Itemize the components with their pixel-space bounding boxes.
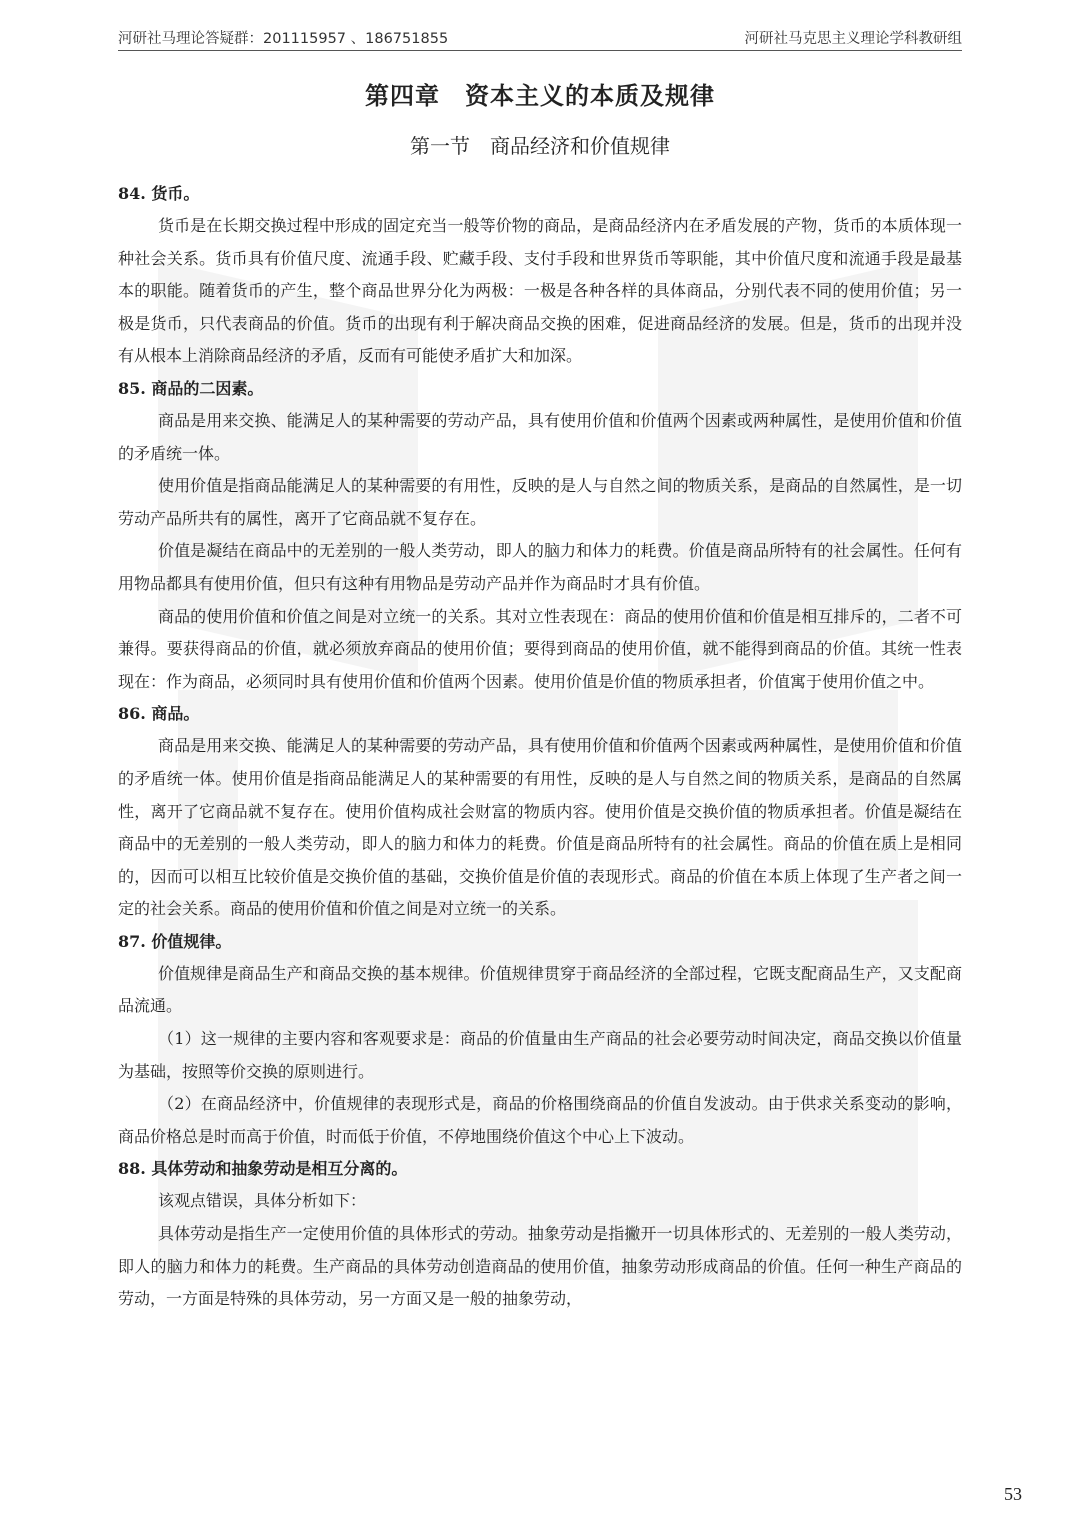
page-header [118,20,962,51]
item-title: 86. 商品。 [118,704,200,724]
item-85 [118,373,962,698]
header-right-text: 河研社马克思主义理论学科教研组 [744,31,962,47]
item-title: 87. 价值规律。 [118,931,232,951]
item-88 [118,1153,962,1315]
paragraph: 商品是用来交换、能满足人的某种需要的劳动产品，具有使用价值和价值两个因素或两种属性，是使用价值和价值的矛盾统一体。使用价值是指商品能满足人的某种需要的有用性，反映的是人与自然之间的物质关系，是商品的自然属性，离开了它商品就不复存在。使用价值构成社会财富的物质内容。使用价值是交换价值的物质承担者。价值是凝结在商品中的无差别的一般人类劳动，即人的脑力和体力的耗费。价值是商品所特有的社会属性。商品的价值在质上是相同的，因而可以相互比较价值是交换价值的基础，交换价值是价值的表现形式。商品的价值在本质上体现了生产者之间一定的社会关系。商品的使用价值和价值之间是对立统一的关系。 [118,736,962,919]
paragraph: 商品的使用价值和价值之间是对立统一的关系。其对立性表现在：商品的使用价值和价值是相互排斥的，二者不可兼得。要获得商品的价值，就必须放弃商品的使用价值；要得到商品的使用价值，就不能得到商品的价值。其统一性表现在：作为商品，必须同时具有使用价值和价值两个因素。使用价值是价值的物质承担者，价值寓于使用价值之中。 [118,606,962,691]
item-title: 88. 具体劳动和抽象劳动是相互分离的。 [118,1159,408,1179]
page-content [118,72,962,1316]
paragraph: （1）这一规律的主要内容和客观要求是：商品的价值量由生产商品的社会必要劳动时间决定，商品交换以价值量为基础，按照等价交换的原则进行。 [118,1029,962,1081]
item-84 [118,178,962,373]
paragraph: 价值是凝结在商品中的无差别的一般人类劳动，即人的脑力和体力的耗费。价值是商品所特有的社会属性。任何有用物品都具有使用价值，但只有这种有用物品是劳动产品并作为商品时才具有价值。 [118,541,962,593]
item-87 [118,926,962,1154]
section-title: 第一节 商品经济和价值规律 [410,134,670,158]
paragraph: 具体劳动是指生产一定使用价值的具体形式的劳动。抽象劳动是指撇开一切具体形式的、无差别的一般人类劳动，即人的脑力和体力的耗费。生产商品的具体劳动创造商品的使用价值，抽象劳动形成商品的价值。任何一种生产商品的劳动，一方面是特殊的具体劳动，另一方面又是一般的抽象劳动， [118,1224,962,1309]
header-left-text: 河研社马理论答疑群：201115957 、186751855 [118,31,449,47]
paragraph: 货币是在长期交换过程中形成的固定充当一般等价物的商品，是商品经济内在矛盾发展的产物，货币的本质体现一种社会关系。货币具有价值尺度、流通手段、贮藏手段、支付手段和世界货币等职能，其中价值尺度和流通手段是最基本的职能。随着货币的产生，整个商品世界分化为两极：一极是各种各样的具体商品，分别代表不同的使用价值；另一极是货币，只代表商品的价值。货币的出现有利于解决商品交换的困难，促进商品经济的发展。但是，货币的出现并没有从根本上消除商品经济的矛盾，反而有可能使矛盾扩大和加深。 [118,216,962,366]
paragraph: 使用价值是指商品能满足人的某种需要的有用性，反映的是人与自然之间的物质关系，是商品的自然属性，是一切劳动产品所共有的属性，离开了它商品就不复存在。 [118,476,962,528]
paragraph: 该观点错误，具体分析如下： [158,1191,367,1211]
paragraph: 价值规律是商品生产和商品交换的基本规律。价值规律贯穿于商品经济的全部过程，它既支配商品生产，又支配商品流通。 [118,963,962,1016]
item-title: 84. 货币。 [118,184,200,203]
paragraph: 商品是用来交换、能满足人的某种需要的劳动产品，具有使用价值和价值两个因素或两种属性，是使用价值和价值的矛盾统一体。 [118,410,962,463]
page-number: 53 [1004,1484,1022,1504]
paragraph: （2）在商品经济中，价值规律的表现形式是，商品的价格围绕商品的价值自发波动。由于供求关系变动的影响，商品价格总是时而高于价值，时而低于价值，不停地围绕价值这个中心上下波动。 [118,1094,962,1146]
item-title: 85. 商品的二因素。 [118,378,264,398]
chapter-title: 第四章 资本主义的本质及规律 [365,81,715,110]
item-86 [118,698,962,926]
